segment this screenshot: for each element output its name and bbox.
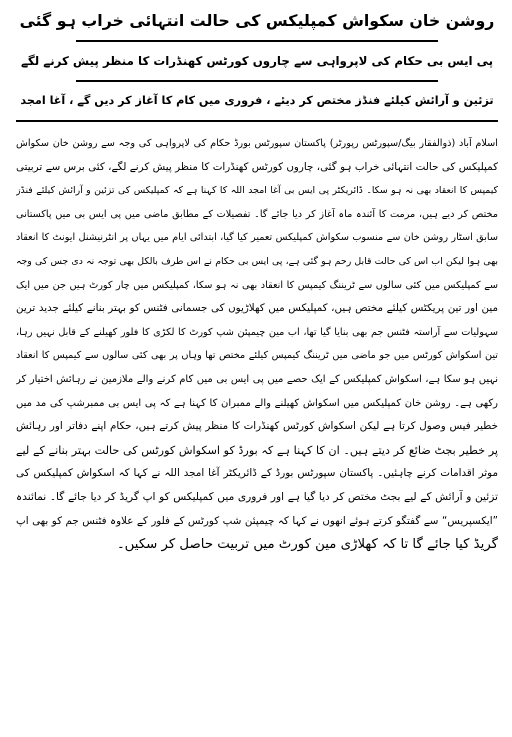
body-line: نہیں ہو سکا ہے، اسکواش کمپلیکس کے ایک حصے میں پی ایس بی میں کام کرنے والے ملازمین نے رہائش اختیار کر [16, 373, 498, 385]
body-line: سے کمپلیکس میں کئی سالوں سے ٹریننگ کیمپس کا انعقاد بھی نہ ہو سکا، کمپلیکس میں چار کورٹ ہیں جن میں ایک [16, 279, 498, 291]
body-line: مختص کر دیے ہیں، مرمت کا آئندہ ماہ آغاز کر دیا جائے گا۔ تفصیلات کے مطابق ماضی میں پی ایس بی میں پاکستانی [16, 208, 498, 220]
subheadline-1: پی ایس بی حکام کی لاپرواہی سے چاروں کورٹس کھنڈرات کا منظر پیش کرنے لگے [20, 54, 494, 68]
body-line: گریڈ کیا جائے گا تا کہ کھلاڑی مین کورٹ میں تربیت حاصل کر سکیں۔ [116, 537, 498, 553]
body-line: سابق اسٹار روشن خان سے منسوب سکواش کمپلیکس تعمیر کیا گیا، ابتدائی ایام میں یہاں پر انٹرنیشنل ایونٹ کا انعقاد [16, 232, 498, 244]
body-line: پر خطیر بجٹ ضائع کر دیتے ہیں۔ ان کا کہنا ہے کہ بورڈ کو اسکواش کورٹس کی حالت بہتر بنانے کے لیے [16, 443, 498, 457]
body-line: سہولیات سے آراستہ فٹنس جم بھی بنایا گیا تھا، اب مین چیمپئن شپ کورٹ کا لکڑی کا فلور کھیلنے کے قابل نہیں رہا، [16, 326, 498, 338]
body-line: کیمپس کا انعقاد بھی نہ ہو سکا۔ ڈائریکٹر پی ایس بی آغا امجد اللہ کا کہنا ہے کہ کمپلیکس کی تزئین و آرائش کیلئے فنڈز [16, 185, 498, 197]
body-rule [16, 120, 498, 122]
body-line: کمپلیکس کی حالت انتہائی خراب ہو گئی، چاروں کورٹس کھنڈرات کا منظر پیش کرنے لگے، کئی برس سے تربیتی [16, 160, 498, 173]
body-line: اسلام آباد (ذوالفقار بیگ/سپورٹس رپورٹر) پاکستان سپورٹس بورڈ حکام کی لاپرواہی کی وجہ سے روشن خان سکواش [16, 138, 498, 149]
body-line: ”ایکسپریس“ سے گفتگو کرتے ہوئے انھوں نے کہا کہ چیمپئن شپ کورٹس کے فلور کے علاوہ فٹنس جم کو بھی اپ [16, 514, 498, 527]
article-body [16, 132, 498, 557]
body-line: رکھی ہے۔ روشن خان کمپلیکس میں اسکواش کھیلنے والے ممبران کا کہنا ہے کہ پی ایس بی ممبرشپ کی مد میں [16, 397, 498, 409]
body-line: مین اور تین پریکٹس کیلئے مختص ہیں، کمپلیکس میں کھلاڑیوں کی جسمانی فٹنس کو بہتر بنانے کیلئے جدید ترین [16, 302, 498, 315]
headline: روشن خان سکواش کمپلیکس کی حالت انتہائی خراب ہو گئی [19, 11, 495, 30]
subheadline-2: تزئین و آرائش کیلئے فنڈز مختص کر دیئے ، فروری میں کام کا آغاز کر دیں گے ، آغا امجد [20, 94, 494, 107]
body-line: موثر اقدامات کرنے چاہئیں۔ پاکستان سپورٹس بورڈ کے ڈائریکٹر آغا امجد اللہ نے کہا کہ اسکواش کمپلیکس کی [16, 467, 498, 480]
body-line: تین اسکواش کورٹس میں جو ماضی میں ٹریننگ کیمپس کیلئے مختص تھا وہاں پر بھی کئی سالوں سے کیمپس کا انعقاد [16, 350, 498, 362]
body-line: بھی ہوا لیکن اب اس کی حالت قابل رحم ہو گئی ہے، پی ایس بی حکام نے اس طرف بالکل بھی توجہ نہ دی جس کی وجہ [16, 255, 498, 267]
body-line: خطیر فیس وصول کرتا ہے لیکن اسکواش کورٹس کھنڈرات کا منظر پیش کرتے ہیں، حکام اپنے دفاتر اور رہائش [16, 420, 498, 433]
body-line: تزئین و آرائش کے لیے بجٹ مختص کر دیا گیا ہے اور فروری میں کمپلیکس کو اپ گریڈ کر دیا جائے گا۔ نمائندہ [16, 490, 498, 503]
